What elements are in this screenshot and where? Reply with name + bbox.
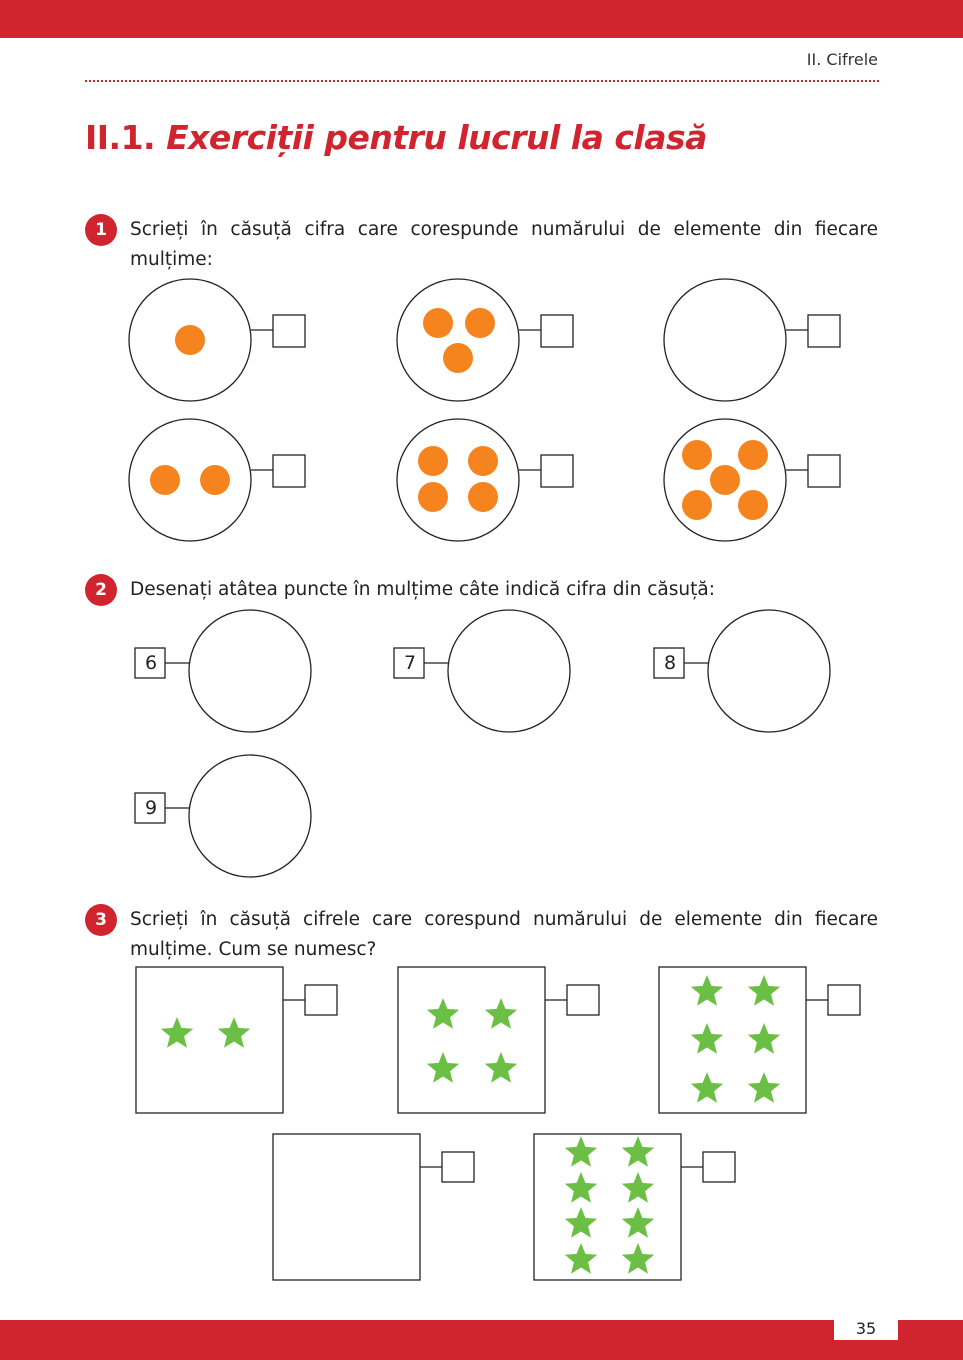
green-star <box>691 1072 723 1103</box>
green-star <box>485 998 517 1029</box>
ex2-box-value-7: 7 <box>403 652 417 674</box>
ex3-answer-box-1 <box>305 985 337 1015</box>
empty-set-circle-4 <box>189 755 311 877</box>
green-star <box>622 1207 654 1238</box>
exercise-3-instruction: Scrieți în căsuță cifrele care corespund numărului de elemente din fiecare mulțime. Cum se numesc? <box>130 909 878 960</box>
ex2-box-value-6: 6 <box>144 652 158 674</box>
answer-box-2 <box>541 315 573 347</box>
exercise-2-badge: 2 <box>85 574 117 606</box>
ex2-box-value-8: 8 <box>663 652 677 674</box>
green-star <box>748 975 780 1006</box>
bottom-red-bar <box>0 1320 963 1360</box>
exercise-3-badge: 3 <box>85 904 117 936</box>
ex2-box-value-9: 9 <box>144 797 158 819</box>
page-number: 35 <box>834 1318 898 1340</box>
orange-dot <box>418 482 448 512</box>
green-star <box>565 1243 597 1274</box>
exercise-1-badge: 1 <box>85 214 117 246</box>
green-star <box>622 1136 654 1167</box>
orange-dot <box>150 465 180 495</box>
orange-dot <box>682 490 712 520</box>
ex3-answer-box-3 <box>828 985 860 1015</box>
star-set-square-3 <box>659 967 806 1113</box>
green-star <box>622 1172 654 1203</box>
orange-dot <box>175 325 205 355</box>
empty-set-circle-2 <box>448 610 570 732</box>
set-circle-5 <box>397 419 519 541</box>
green-star <box>622 1243 654 1274</box>
set-circle-3 <box>664 279 786 401</box>
empty-set-circle-3 <box>708 610 830 732</box>
answer-box-5 <box>541 455 573 487</box>
green-star <box>485 1052 517 1083</box>
green-star <box>161 1017 193 1048</box>
exercise-2-instruction: Desenați atâtea puncte în mulțime câte indică cifra din căsuță: <box>130 579 715 600</box>
set-circle-2 <box>397 279 519 401</box>
orange-dot <box>200 465 230 495</box>
star-set-square-2 <box>398 967 545 1113</box>
green-star <box>691 1023 723 1054</box>
orange-dot <box>443 343 473 373</box>
title-text: Exerciții pentru lucrul la clasă <box>166 118 707 157</box>
answer-box-6 <box>808 455 840 487</box>
green-star <box>691 975 723 1006</box>
green-star <box>565 1136 597 1167</box>
ex3-answer-box-4 <box>442 1152 474 1182</box>
set-circle-4 <box>129 419 251 541</box>
green-star <box>565 1172 597 1203</box>
orange-dot <box>682 440 712 470</box>
answer-box-1 <box>273 315 305 347</box>
star-set-square-1 <box>136 967 283 1113</box>
green-star <box>748 1023 780 1054</box>
ex3-answer-box-2 <box>567 985 599 1015</box>
orange-dot <box>738 490 768 520</box>
orange-dot <box>465 308 495 338</box>
orange-dot <box>468 446 498 476</box>
ex3-answer-box-5 <box>703 1152 735 1182</box>
chapter-label: II. Cifrele <box>806 50 878 69</box>
star-set-square-4 <box>273 1134 420 1280</box>
green-star <box>748 1072 780 1103</box>
green-star <box>427 998 459 1029</box>
green-star <box>565 1207 597 1238</box>
orange-dot <box>423 308 453 338</box>
orange-dot <box>710 465 740 495</box>
green-star <box>218 1017 250 1048</box>
exercise-1-instruction: Scrieți în căsuță cifra care corespunde numărului de elemente din fiecare mulțime: <box>130 219 878 270</box>
star-set-square-5 <box>534 1134 681 1280</box>
green-star <box>427 1052 459 1083</box>
answer-box-4 <box>273 455 305 487</box>
orange-dot <box>418 446 448 476</box>
orange-dot <box>738 440 768 470</box>
empty-set-circle-1 <box>189 610 311 732</box>
answer-box-3 <box>808 315 840 347</box>
title-number: II.1. <box>85 118 156 157</box>
orange-dot <box>468 482 498 512</box>
